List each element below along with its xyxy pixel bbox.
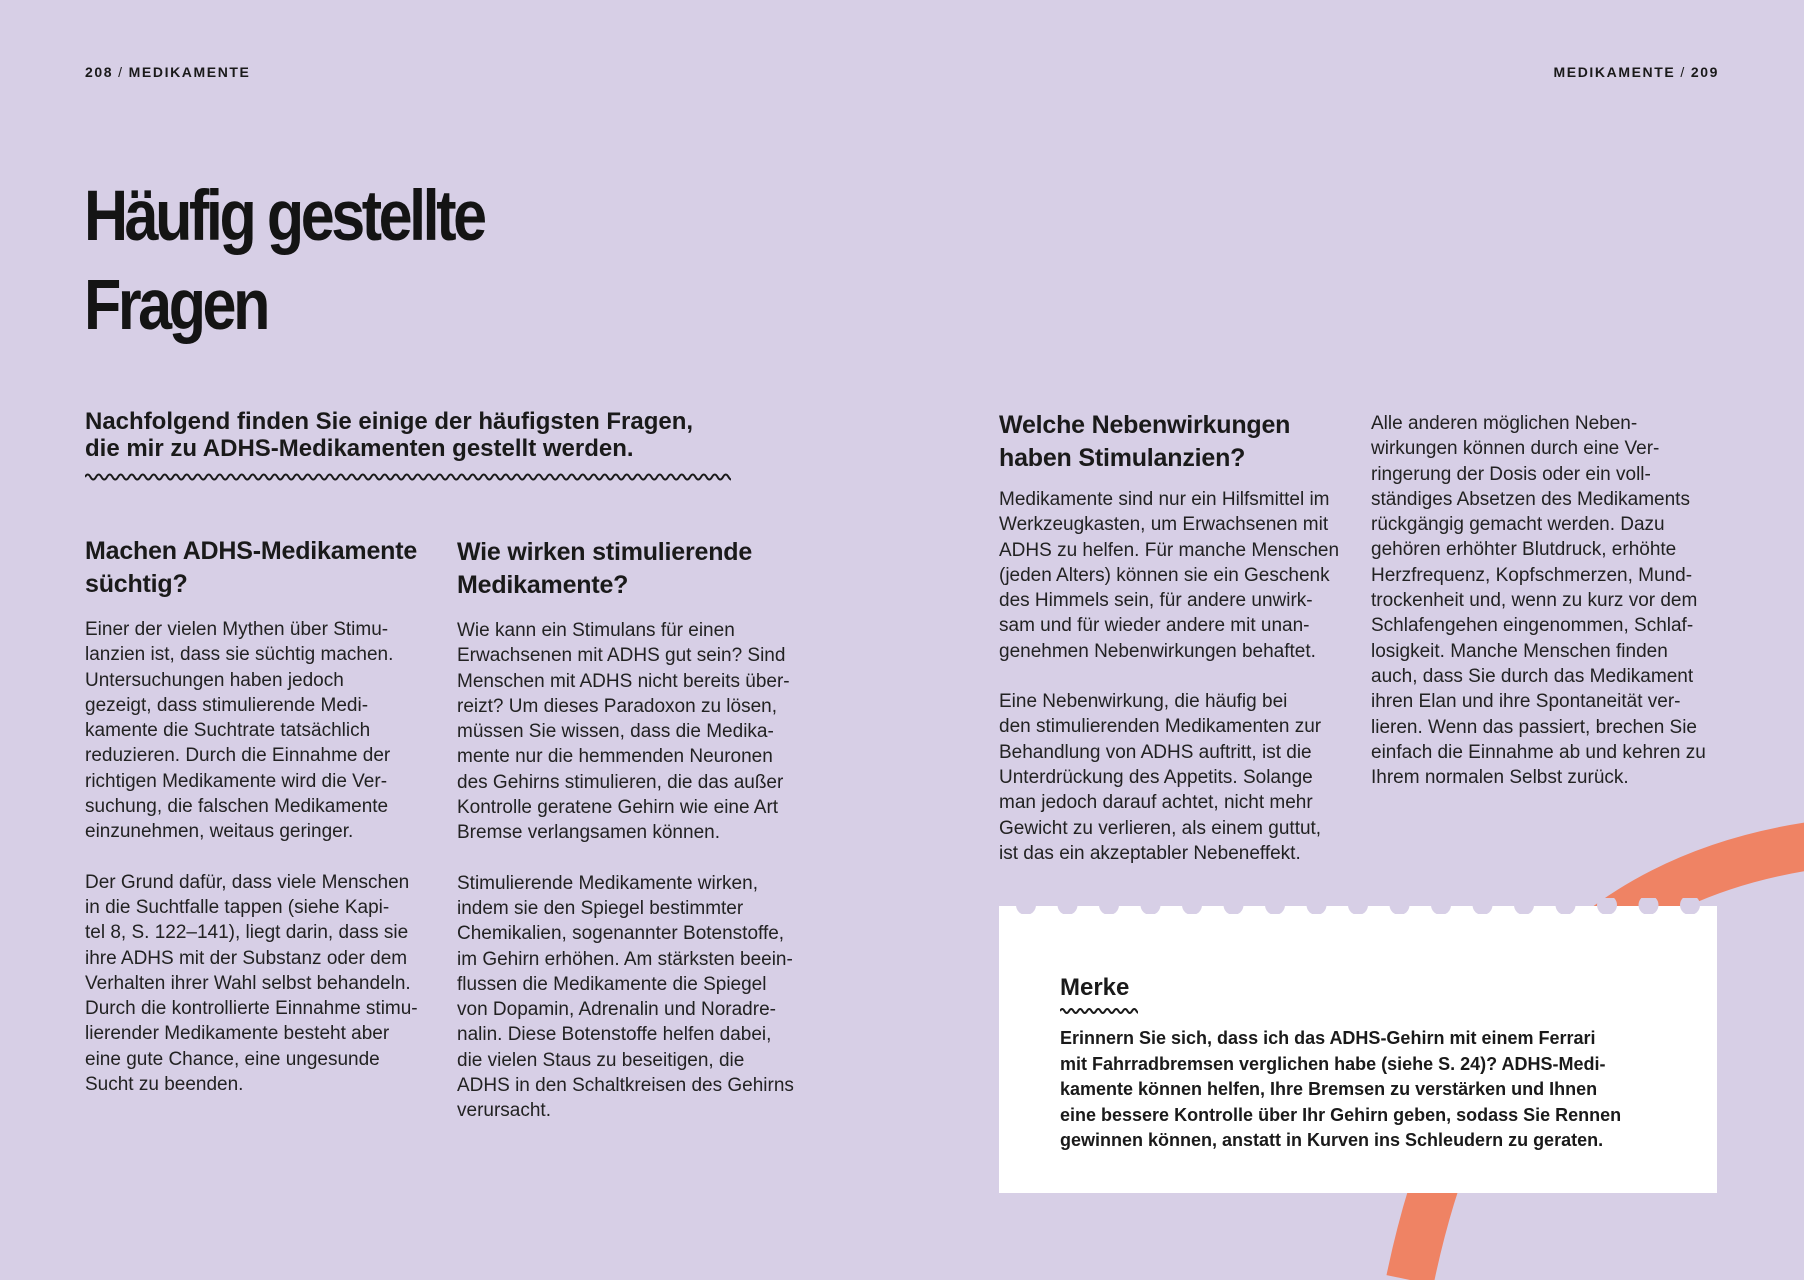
intro-text [85,408,745,462]
section-heading [999,409,1354,475]
perforated-edge [999,898,1717,914]
text-line: ist das ein akzeptabler Nebeneffekt. [999,842,1301,864]
section-heading [85,535,435,601]
faq-section-side-effects [999,409,1354,866]
text-line: Eine Nebenwirkung, die häufig bei [999,691,1288,713]
text-line: Schlafengehen eingenommen, Schlaf- [1371,615,1694,637]
text-line: gehören erhöhter Blutdruck, erhöhte [1371,539,1677,561]
wavy-divider [85,470,731,484]
text-line: Ihrem normalen Selbst zurück. [1371,767,1629,789]
text-line: flussen die Medikamente die Spiegel [457,973,767,995]
text-line: man jedoch darauf achtet, nicht mehr [999,792,1313,814]
page-number-right: 209 [1690,64,1719,80]
heading-line: Machen ADHS-Medikamente [85,537,418,565]
heading-line: süchtig? [85,570,188,598]
note-wavy-underline [1060,1006,1138,1016]
text-line: Verhalten ihrer Wahl selbst behandeln. [85,972,411,994]
text-line: lanzien ist, dass sie süchtig machen. [85,644,394,666]
text-line: des Gehirns stimulieren, die das außer [457,771,784,793]
text-line: Werkzeugkasten, um Erwachsenen mit [999,514,1329,536]
text-line: Gewicht zu verlieren, als einem guttut, [999,817,1322,839]
text-line: Sucht zu beenden. [85,1074,244,1096]
body-paragraph [1371,411,1726,790]
heading-line: Wie wirken stimulierende [457,538,753,566]
text-line: reduzieren. Durch die Einnahme der [85,745,391,767]
text-line: eine bessere Kontrolle über Ihr Gehirn geben, sodass Sie Rennen [1060,1104,1622,1125]
text-line: ihre ADHS mit der Substanz oder dem [85,947,408,969]
body-paragraph [85,870,435,1098]
text-line: ringerung der Dosis oder ein voll- [1371,463,1651,485]
text-line: Menschen mit ADHS nicht bereits über- [457,670,790,692]
text-line: tel 8, S. 122–141), liegt darin, dass sie [85,922,409,944]
note-text [1060,1026,1660,1154]
heading-line: Medikamente? [457,571,629,599]
text-line: ADHS zu helfen. Für manche Menschen [999,539,1340,561]
text-line: ADHS in den Schaltkreisen des Gehirns [457,1075,794,1097]
text-line: rückgängig gemacht werden. Dazu [1371,514,1665,536]
faq-section-mechanism [457,536,817,1124]
text-line: Kontrolle geratene Gehirn wie eine Art [457,797,779,819]
text-line: suchung, die falschen Medikamente [85,796,389,818]
text-line: einfach die Einnahme ab und kehren zu [1371,741,1706,763]
text-line: die vielen Staus zu beseitigen, die [457,1049,745,1071]
text-line: Erinnern Sie sich, dass ich das ADHS-Gehirn mit einem Ferrari [1060,1028,1596,1048]
text-line: mit Fahrradbremsen verglichen habe (siehe S. 24)? ADHS-Medi- [1060,1053,1606,1074]
text-line: im Gehirn erhöhen. Am stärksten beein- [457,948,793,970]
text-line: sam und für wieder andere mit unan- [999,615,1310,637]
text-line: losigkeit. Manche Menschen finden [1371,640,1668,662]
text-line: Alle anderen möglichen Neben- [1371,413,1638,434]
faq-section-side-effects-continued [1371,411,1726,790]
text-line: verursacht. [457,1100,551,1122]
body-paragraph [999,689,1354,866]
text-line: Erwachsenen mit ADHS gut sein? Sind [457,645,786,667]
separator: / [1680,64,1686,80]
text-line: gewinnen können, anstatt in Kurven ins Schleudern zu geraten. [1060,1130,1604,1151]
text-line: in die Suchtfalle tappen (siehe Kapi- [85,896,390,918]
text-line: mente nur die hemmenden Neuronen [457,746,773,768]
page-number-left: 208 [85,64,114,80]
text-line: müssen Sie wissen, dass die Medika- [457,721,774,743]
text-line: Durch die kontrollierte Einnahme stimu- [85,998,418,1020]
faq-section-addiction [85,535,435,1097]
text-line: richtigen Medikamente wird die Ver- [85,770,388,792]
text-line: indem sie den Spiegel bestimmter [457,897,744,919]
text-line: kamente können helfen, Ihre Bremsen zu verstärken und Ihnen [1060,1079,1598,1100]
heading-line: Welche Nebenwirkungen [999,411,1291,439]
running-head-left [85,64,251,80]
text-line: auch, dass Sie durch das Medikament [1371,665,1694,687]
text-line: Einer der vielen Mythen über Stimu- [85,619,389,640]
text-line: nalin. Diese Botenstoffe helfen dabei, [457,1024,772,1046]
text-line: Stimulierende Medikamente wirken, [457,872,758,894]
text-line: (jeden Alters) können sie ein Geschenk [999,564,1330,586]
text-line: Medikamente sind nur ein Hilfsmittel im [999,489,1330,510]
note-heading: Merke [1060,974,1130,1001]
text-line: kamente die Suchtrate tatsächlich [85,720,371,742]
text-line: trockenheit und, wenn zu kurz vor dem [1371,590,1698,612]
running-head-right [1554,64,1720,80]
text-line: Wie kann ein Stimulans für einen [457,620,735,641]
section-label-left: MEDIKAMENTE [128,64,251,80]
text-line: ständiges Absetzen des Medikaments [1371,488,1690,510]
intro-line: die mir zu ADHS-Medikamenten gestellt werden. [85,435,634,462]
body-paragraph [457,618,817,846]
text-line: wirkungen können durch eine Ver- [1371,438,1660,460]
text-line: des Himmels sein, für andere unwirk- [999,590,1313,612]
text-line: Chemikalien, sogenannter Botenstoffe, [457,923,785,945]
merke-note-box [999,906,1717,1193]
text-line: reizt? Um dieses Paradoxon zu lösen, [457,695,777,717]
text-line: den stimulierenden Medikamenten zur [999,716,1322,738]
text-line: eine gute Chance, eine ungesunde [85,1048,380,1070]
text-line: Unterdrückung des Appetits. Solange [999,766,1313,788]
text-line: ihren Elan und ihre Spontaneität ver- [1371,691,1681,713]
text-line: Bremse verlangsamen können. [457,822,720,844]
section-heading [457,536,817,602]
text-line: Herzfrequenz, Kopfschmerzen, Mund- [1371,564,1693,586]
text-line: gezeigt, dass stimulierende Medi- [85,694,369,716]
text-line: lieren. Wenn das passiert, brechen Sie [1371,716,1697,738]
text-line: lierender Medikamente besteht aber [85,1023,390,1045]
text-line: Behandlung von ADHS auftritt, ist die [999,741,1312,763]
section-label-right: MEDIKAMENTE [1553,64,1676,80]
body-paragraph [999,487,1354,664]
page-title-line: Häufig gestellte [84,177,484,256]
body-paragraph [85,617,435,845]
intro-line: Nachfolgend finden Sie einige der häufigsten Fragen, [85,408,694,435]
heading-line: haben Stimulanzien? [999,444,1246,472]
text-line: von Dopamin, Adrenalin und Noradre- [457,999,776,1021]
separator: / [118,64,124,80]
page-title-line: Fragen [84,266,267,345]
text-line: Untersuchungen haben jedoch [85,669,344,691]
text-line: einzunehmen, weitaus geringer. [85,821,354,843]
text-line: genehmen Nebenwirkungen behaftet. [999,640,1316,662]
text-line: Der Grund dafür, dass viele Menschen [85,871,410,893]
body-paragraph [457,871,817,1124]
page-title [84,172,686,350]
